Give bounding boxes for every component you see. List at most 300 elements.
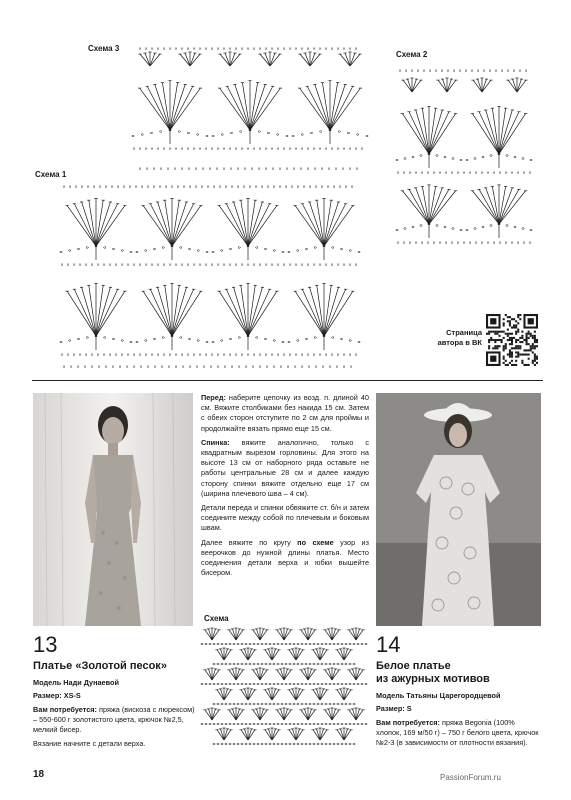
svg-text:×: × [60, 262, 64, 267]
svg-text:×: × [314, 364, 318, 369]
svg-text:×: × [270, 46, 274, 51]
svg-text:×: × [236, 166, 240, 171]
svg-text:×: × [84, 262, 88, 267]
svg-text:×: × [336, 262, 340, 267]
svg-text:×: × [320, 166, 324, 171]
svg-text:×: × [434, 68, 438, 73]
svg-text:×: × [528, 240, 532, 245]
svg-text:×: × [456, 240, 460, 245]
svg-text:×: × [336, 146, 340, 151]
svg-text:×: × [293, 364, 297, 369]
svg-text:×: × [195, 364, 199, 369]
svg-text:×: × [318, 352, 322, 357]
item-13-needs: пряжа (вискоза с люрексом) – 550-600 г золотистого цвета, крючок №2,5, мелкий бисер. [33, 705, 195, 734]
svg-text:×: × [168, 352, 172, 357]
svg-text:×: × [486, 240, 490, 245]
svg-text:×: × [114, 352, 118, 357]
svg-text:×: × [188, 184, 192, 189]
svg-text:×: × [150, 146, 154, 151]
svg-text:×: × [60, 352, 64, 357]
svg-text:×: × [186, 352, 190, 357]
svg-text:×: × [250, 166, 254, 171]
svg-text:×: × [516, 170, 520, 175]
svg-text:×: × [428, 68, 432, 73]
svg-text:×: × [229, 166, 233, 171]
svg-text:×: × [306, 146, 310, 151]
svg-text:×: × [516, 240, 520, 245]
svg-text:×: × [312, 262, 316, 267]
scheme3-label: Схема 3 [88, 44, 120, 53]
svg-text:×: × [209, 364, 213, 369]
svg-text:×: × [456, 170, 460, 175]
svg-text:×: × [522, 170, 526, 175]
svg-text:×: × [276, 262, 280, 267]
svg-text:×: × [186, 46, 190, 51]
item-14-size: S [404, 704, 412, 713]
svg-text:×: × [414, 240, 418, 245]
svg-text:×: × [76, 364, 80, 369]
svg-text:×: × [410, 68, 414, 73]
svg-text:×: × [78, 262, 82, 267]
svg-text:×: × [228, 46, 232, 51]
svg-text:×: × [168, 146, 172, 151]
svg-text:×: × [440, 68, 444, 73]
svg-text:×: × [306, 352, 310, 357]
svg-text:×: × [314, 184, 318, 189]
svg-text:×: × [354, 146, 358, 151]
svg-text:×: × [326, 184, 330, 189]
site-watermark: PassionForum.ru [440, 773, 501, 782]
svg-text:×: × [288, 262, 292, 267]
svg-text:×: × [522, 240, 526, 245]
svg-text:×: × [264, 46, 268, 51]
svg-text:×: × [176, 184, 180, 189]
svg-text:×: × [354, 262, 358, 267]
skirt-scheme-ref: по схеме [297, 537, 334, 547]
svg-text:×: × [192, 146, 196, 151]
svg-text:×: × [216, 364, 220, 369]
svg-text:×: × [194, 166, 198, 171]
svg-text:×: × [498, 240, 502, 245]
svg-text:×: × [302, 184, 306, 189]
svg-text:×: × [313, 166, 317, 171]
item-14-number: 14 [376, 632, 401, 657]
assembly-text: Детали переда и спинки обвяжите ст. б/н и затем соедините между собой по плечевым и боковым швам. [201, 503, 369, 533]
svg-text:×: × [528, 170, 532, 175]
svg-text:×: × [276, 146, 280, 151]
svg-text:×: × [260, 184, 264, 189]
svg-text:×: × [180, 166, 184, 171]
svg-text:×: × [204, 46, 208, 51]
svg-text:×: × [72, 352, 76, 357]
svg-text:×: × [330, 46, 334, 51]
svg-text:×: × [398, 68, 402, 73]
svg-text:×: × [125, 364, 129, 369]
item-14-needs-label: Вам потребуется: [376, 718, 440, 727]
svg-text:×: × [318, 46, 322, 51]
svg-text:×: × [265, 364, 269, 369]
svg-text:×: × [350, 184, 354, 189]
svg-text:×: × [264, 262, 268, 267]
svg-text:×: × [158, 184, 162, 189]
svg-text:×: × [288, 352, 292, 357]
svg-text:×: × [504, 240, 508, 245]
crochet-chart-scheme1 [58, 182, 362, 372]
svg-text:×: × [299, 166, 303, 171]
svg-text:×: × [272, 184, 276, 189]
svg-text:×: × [182, 184, 186, 189]
svg-text:×: × [282, 46, 286, 51]
svg-text:×: × [341, 166, 345, 171]
svg-text:×: × [86, 184, 90, 189]
svg-text:×: × [230, 184, 234, 189]
svg-text:×: × [173, 166, 177, 171]
scheme-label: Схема [204, 614, 229, 623]
svg-text:×: × [180, 262, 184, 267]
svg-text:×: × [414, 170, 418, 175]
svg-text:×: × [494, 68, 498, 73]
svg-text:×: × [296, 184, 300, 189]
qr-code-icon[interactable] [486, 314, 538, 366]
svg-text:×: × [198, 352, 202, 357]
svg-text:×: × [251, 364, 255, 369]
svg-text:×: × [114, 262, 118, 267]
svg-text:×: × [450, 240, 454, 245]
svg-text:×: × [243, 166, 247, 171]
qr-caption-line1: Страница [446, 328, 482, 337]
svg-text:×: × [396, 170, 400, 175]
svg-text:×: × [110, 184, 114, 189]
svg-text:×: × [146, 184, 150, 189]
skirt-text-b: узор из веерочков до нужной длины платья. Место соединения детали верха и юбки вышейте бисером. [201, 537, 369, 578]
svg-text:×: × [216, 146, 220, 151]
item-14-needs: пряжа Begonia (100% хлопок, 169 м/50 г) – 750 г белого цвета, крючок №2-3 (в зависимости от плотности вязания). [376, 718, 539, 747]
svg-text:×: × [152, 184, 156, 189]
svg-text:×: × [300, 262, 304, 267]
item-13-number: 13 [33, 632, 58, 657]
svg-text:×: × [257, 166, 261, 171]
svg-text:×: × [270, 352, 274, 357]
svg-text:×: × [354, 352, 358, 357]
svg-text:×: × [162, 352, 166, 357]
svg-text:×: × [138, 262, 142, 267]
item-13-needs-label: Вам потребуется: [33, 705, 97, 714]
svg-text:×: × [306, 46, 310, 51]
svg-text:×: × [240, 352, 244, 357]
svg-text:×: × [200, 184, 204, 189]
svg-text:×: × [266, 184, 270, 189]
svg-text:×: × [122, 184, 126, 189]
svg-text:×: × [252, 146, 256, 151]
svg-text:×: × [288, 146, 292, 151]
svg-text:×: × [342, 262, 346, 267]
svg-text:×: × [282, 146, 286, 151]
svg-text:×: × [476, 68, 480, 73]
svg-text:×: × [258, 146, 262, 151]
svg-text:×: × [104, 364, 108, 369]
svg-text:×: × [246, 262, 250, 267]
svg-text:×: × [240, 146, 244, 151]
svg-text:×: × [338, 184, 342, 189]
svg-text:×: × [288, 46, 292, 51]
svg-text:×: × [270, 262, 274, 267]
svg-text:×: × [222, 46, 226, 51]
svg-text:×: × [286, 364, 290, 369]
svg-text:×: × [83, 364, 87, 369]
svg-text:×: × [324, 146, 328, 151]
svg-text:×: × [66, 262, 70, 267]
svg-text:×: × [224, 184, 228, 189]
svg-text:×: × [210, 262, 214, 267]
svg-text:×: × [404, 68, 408, 73]
svg-text:×: × [244, 364, 248, 369]
svg-text:×: × [452, 68, 456, 73]
svg-text:×: × [62, 364, 66, 369]
svg-text:×: × [204, 146, 208, 151]
svg-text:×: × [348, 352, 352, 357]
svg-text:×: × [202, 364, 206, 369]
svg-text:×: × [198, 46, 202, 51]
svg-text:×: × [458, 68, 462, 73]
svg-text:×: × [300, 352, 304, 357]
svg-text:×: × [234, 262, 238, 267]
svg-text:×: × [164, 184, 168, 189]
svg-text:×: × [264, 166, 268, 171]
svg-text:×: × [187, 166, 191, 171]
svg-text:×: × [242, 184, 246, 189]
svg-text:×: × [206, 184, 210, 189]
svg-text:×: × [150, 46, 154, 51]
svg-text:×: × [258, 46, 262, 51]
svg-text:×: × [144, 146, 148, 151]
svg-text:×: × [332, 184, 336, 189]
svg-text:×: × [470, 68, 474, 73]
item-13-title: Платье «Золотой песок» [33, 660, 167, 672]
svg-text:×: × [192, 262, 196, 267]
svg-text:×: × [160, 364, 164, 369]
svg-text:×: × [170, 184, 174, 189]
svg-text:×: × [162, 46, 166, 51]
svg-text:×: × [234, 146, 238, 151]
svg-text:×: × [215, 166, 219, 171]
svg-text:×: × [294, 352, 298, 357]
svg-text:×: × [237, 364, 241, 369]
page-number: 18 [33, 769, 45, 780]
crochet-chart-scheme3 [130, 42, 370, 174]
svg-text:×: × [300, 146, 304, 151]
svg-text:×: × [223, 364, 227, 369]
photo-dress-13 [33, 393, 193, 626]
svg-text:×: × [240, 262, 244, 267]
svg-text:×: × [156, 262, 160, 267]
svg-text:×: × [246, 146, 250, 151]
svg-text:×: × [512, 68, 516, 73]
svg-text:×: × [258, 364, 262, 369]
svg-text:×: × [159, 166, 163, 171]
svg-text:×: × [468, 240, 472, 245]
svg-text:×: × [420, 170, 424, 175]
svg-text:×: × [204, 262, 208, 267]
svg-text:×: × [504, 170, 508, 175]
item-13-size-label: Размер: [33, 691, 62, 700]
svg-text:×: × [150, 352, 154, 357]
svg-text:×: × [344, 184, 348, 189]
svg-text:×: × [492, 240, 496, 245]
svg-text:×: × [446, 68, 450, 73]
item-13-block [33, 632, 198, 749]
svg-text:×: × [355, 166, 359, 171]
svg-text:×: × [90, 262, 94, 267]
svg-text:×: × [282, 262, 286, 267]
svg-text:×: × [80, 184, 84, 189]
svg-text:×: × [150, 262, 154, 267]
svg-text:×: × [426, 240, 430, 245]
svg-text:×: × [264, 146, 268, 151]
svg-text:×: × [279, 364, 283, 369]
instructions-text [201, 393, 369, 582]
svg-text:×: × [222, 146, 226, 151]
svg-text:×: × [198, 262, 202, 267]
svg-text:×: × [320, 184, 324, 189]
svg-text:×: × [126, 352, 130, 357]
svg-text:×: × [348, 46, 352, 51]
svg-text:×: × [188, 364, 192, 369]
svg-text:×: × [84, 352, 88, 357]
svg-text:×: × [336, 352, 340, 357]
skirt-text-a: Далее вяжите по кругу [201, 537, 298, 547]
svg-text:×: × [111, 364, 115, 369]
svg-text:×: × [216, 262, 220, 267]
svg-text:×: × [210, 46, 214, 51]
svg-text:×: × [278, 166, 282, 171]
svg-text:×: × [290, 184, 294, 189]
svg-text:×: × [174, 46, 178, 51]
svg-text:×: × [294, 46, 298, 51]
svg-text:×: × [438, 240, 442, 245]
svg-text:×: × [474, 240, 478, 245]
svg-text:×: × [444, 240, 448, 245]
svg-text:×: × [102, 262, 106, 267]
svg-text:×: × [254, 184, 258, 189]
svg-text:×: × [134, 184, 138, 189]
item-13-model: Модель Нади Дунаевой [33, 678, 119, 687]
svg-text:×: × [194, 184, 198, 189]
svg-text:×: × [234, 352, 238, 357]
svg-text:×: × [300, 364, 304, 369]
svg-text:×: × [166, 166, 170, 171]
photo-dress-14 [376, 393, 541, 626]
svg-text:×: × [108, 262, 112, 267]
svg-text:×: × [482, 68, 486, 73]
svg-text:×: × [312, 46, 316, 51]
svg-text:×: × [138, 146, 142, 151]
svg-text:×: × [306, 166, 310, 171]
svg-text:×: × [282, 352, 286, 357]
svg-text:×: × [270, 146, 274, 151]
svg-text:×: × [432, 170, 436, 175]
svg-text:×: × [162, 146, 166, 151]
svg-text:×: × [462, 170, 466, 175]
svg-text:×: × [156, 352, 160, 357]
svg-text:×: × [174, 146, 178, 151]
svg-text:×: × [216, 352, 220, 357]
svg-text:×: × [198, 146, 202, 151]
svg-text:×: × [192, 46, 196, 51]
svg-text:×: × [162, 262, 166, 267]
svg-text:×: × [342, 352, 346, 357]
svg-text:×: × [120, 262, 124, 267]
svg-text:×: × [230, 364, 234, 369]
svg-text:×: × [210, 146, 214, 151]
svg-text:×: × [234, 46, 238, 51]
svg-text:×: × [348, 166, 352, 171]
svg-text:×: × [144, 352, 148, 357]
svg-text:×: × [284, 184, 288, 189]
svg-text:×: × [96, 352, 100, 357]
svg-text:×: × [468, 170, 472, 175]
svg-text:×: × [138, 166, 142, 171]
svg-text:×: × [524, 68, 528, 73]
svg-text:×: × [228, 146, 232, 151]
svg-text:×: × [192, 352, 196, 357]
item-13-size: XS-S [61, 691, 81, 700]
svg-text:×: × [348, 146, 352, 151]
svg-text:×: × [204, 352, 208, 357]
svg-text:×: × [246, 46, 250, 51]
svg-text:×: × [222, 352, 226, 357]
svg-text:×: × [228, 352, 232, 357]
svg-text:×: × [236, 184, 240, 189]
svg-text:×: × [69, 364, 73, 369]
svg-text:×: × [153, 364, 157, 369]
svg-text:×: × [510, 170, 514, 175]
svg-text:×: × [216, 46, 220, 51]
svg-text:×: × [145, 166, 149, 171]
svg-text:×: × [422, 68, 426, 73]
svg-text:×: × [318, 146, 322, 151]
svg-text:×: × [318, 262, 322, 267]
svg-text:×: × [330, 146, 334, 151]
svg-text:×: × [300, 46, 304, 51]
item-13-start: Вязание начните с детали верха. [33, 739, 146, 748]
svg-text:×: × [342, 364, 346, 369]
svg-text:×: × [74, 184, 78, 189]
scheme2-label: Схема 2 [396, 50, 428, 59]
svg-text:×: × [174, 352, 178, 357]
svg-text:×: × [201, 166, 205, 171]
svg-text:×: × [321, 364, 325, 369]
svg-text:×: × [426, 170, 430, 175]
svg-text:×: × [462, 240, 466, 245]
svg-text:×: × [408, 170, 412, 175]
front-text: наберите цепочку из возд. п. длиной 40 см. Вяжите столбиками без накида 15 см. Затем с обеих сторон отступите по 2 см для проймы и продолжайте вязать прямо еще 15 см. [201, 393, 369, 433]
svg-text:×: × [264, 352, 268, 357]
svg-text:×: × [104, 184, 108, 189]
svg-text:×: × [218, 184, 222, 189]
svg-text:×: × [498, 170, 502, 175]
svg-text:×: × [342, 46, 346, 51]
svg-text:×: × [90, 352, 94, 357]
svg-text:×: × [336, 46, 340, 51]
svg-text:×: × [248, 184, 252, 189]
svg-text:×: × [180, 146, 184, 151]
item-14-model: Модель Татьяны Царегородцевой [376, 691, 501, 700]
svg-text:×: × [168, 46, 172, 51]
crochet-chart-scheme [200, 624, 370, 752]
svg-text:×: × [328, 364, 332, 369]
svg-text:×: × [518, 68, 522, 73]
svg-text:×: × [500, 68, 504, 73]
